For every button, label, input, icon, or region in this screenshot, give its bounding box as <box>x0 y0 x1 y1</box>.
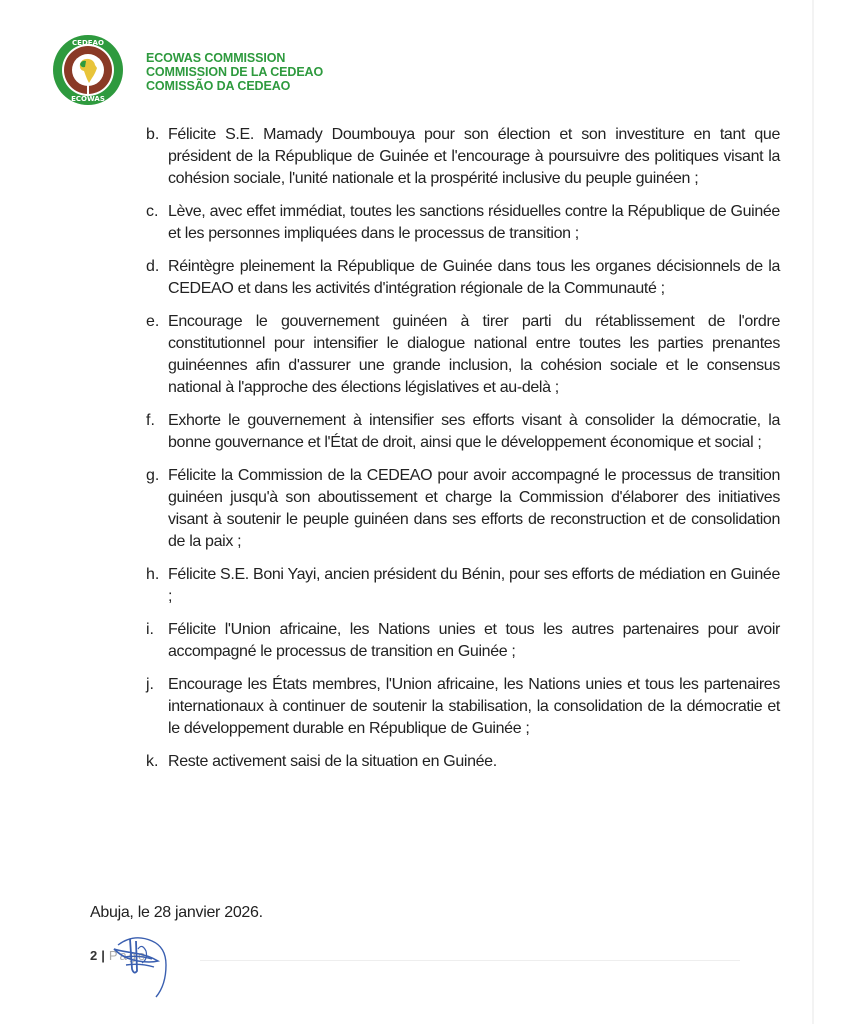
org-name-french: COMMISSION DE LA CEDEAO <box>146 65 324 79</box>
item-letter: k. <box>146 753 159 770</box>
org-name-portuguese: COMISSÃO DA CEDEAO <box>146 79 291 93</box>
item-text: Encourage le gouvernement guinéen à tirer parti du rétablissement de l'ordre constitutionnel pour intensifier le dialogue national entre toutes les parties prenantes guinéennes afin d'assurer une grande inclusion, la cohésion sociale et le consensus national à l'approche des élections législatives et au-delà ; <box>168 313 780 396</box>
emblem-top-label: CEDEAO <box>72 39 104 47</box>
resolution-item-d <box>134 256 780 300</box>
resolution-item-c <box>134 201 780 245</box>
item-letter: h. <box>146 566 160 583</box>
item-text: Félicite S.E. Boni Yayi, ancien président du Bénin, pour ses efforts de médiation en Guinée ; <box>168 566 780 605</box>
emblem-bottom-label: ECOWAS <box>71 95 105 103</box>
item-letter: j. <box>146 676 154 693</box>
resolution-item-b <box>134 124 780 190</box>
resolution-item-j <box>134 674 780 740</box>
item-letter: c. <box>146 203 159 220</box>
item-text: Exhorte le gouvernement à intensifier ses efforts visant à consolider la démocratie, la bonne gouvernance et l'État de droit, ainsi que le développement économique et social ; <box>168 412 780 451</box>
item-letter: b. <box>146 126 160 143</box>
item-text: Félicite la Commission de la CEDEAO pour avoir accompagné le processus de transition guinéen jusqu'à son aboutissement et charge la Commission d'élaborer des initiatives visant à soutenir le peuple guinéen dans ses efforts de reconstruction et de consolidation de la paix ; <box>168 467 780 550</box>
resolution-item-e <box>134 311 780 399</box>
resolution-item-i <box>134 619 780 663</box>
item-letter: i. <box>146 621 154 638</box>
footer-rule <box>200 960 740 961</box>
page-label: Page <box>108 948 148 963</box>
resolution-item-f <box>134 410 780 454</box>
letterhead <box>52 34 323 106</box>
item-letter: g. <box>146 467 160 484</box>
page-separator: | <box>101 948 105 963</box>
page-number: 2 <box>90 948 98 963</box>
ecowas-emblem-icon <box>52 34 124 106</box>
item-letter: e. <box>146 313 160 330</box>
resolution-item-g <box>134 465 780 553</box>
resolution-item-h <box>134 564 780 608</box>
page-edge-shadow <box>812 0 814 1024</box>
item-letter: d. <box>146 258 160 275</box>
resolution-list <box>134 124 780 773</box>
item-text: Félicite S.E. Mamady Doumbouya pour son élection et son investiture en tant que président de la République de Guinée et l'encourage à poursuivre des politiques visant la cohésion sociale, l'unité nationale et la prospérité inclusive du peuple guinéen ; <box>168 126 780 187</box>
item-text: Lève, avec effet immédiat, toutes les sanctions résiduelles contre la République de Guinée et les personnes impliquées dans le processus de transition ; <box>168 203 780 242</box>
item-text: Félicite l'Union africaine, les Nations unies et tous les autres partenaires pour avoir accompagné le processus de transition en Guinée ; <box>168 621 780 660</box>
resolution-item-k <box>134 751 780 773</box>
item-text: Encourage les États membres, l'Union africaine, les Nations unies et tous les partenaires internationaux à continuer de soutenir la stabilisation, la consolidation de la démocratie et le développement durable en République de Guinée ; <box>168 676 780 737</box>
item-text: Réintègre pleinement la République de Guinée dans tous les organes décisionnels de la CEDEAO et dans les activités d'intégration régionale de la Communauté ; <box>168 258 780 297</box>
item-text: Reste activement saisi de la situation en Guinée. <box>168 753 497 770</box>
place-and-date: Abuja, le 28 janvier 2026. <box>90 904 263 921</box>
org-name-english: ECOWAS COMMISSION <box>146 51 286 65</box>
item-letter: f. <box>146 412 155 429</box>
organization-names <box>146 51 323 93</box>
signature-icon <box>104 935 184 999</box>
